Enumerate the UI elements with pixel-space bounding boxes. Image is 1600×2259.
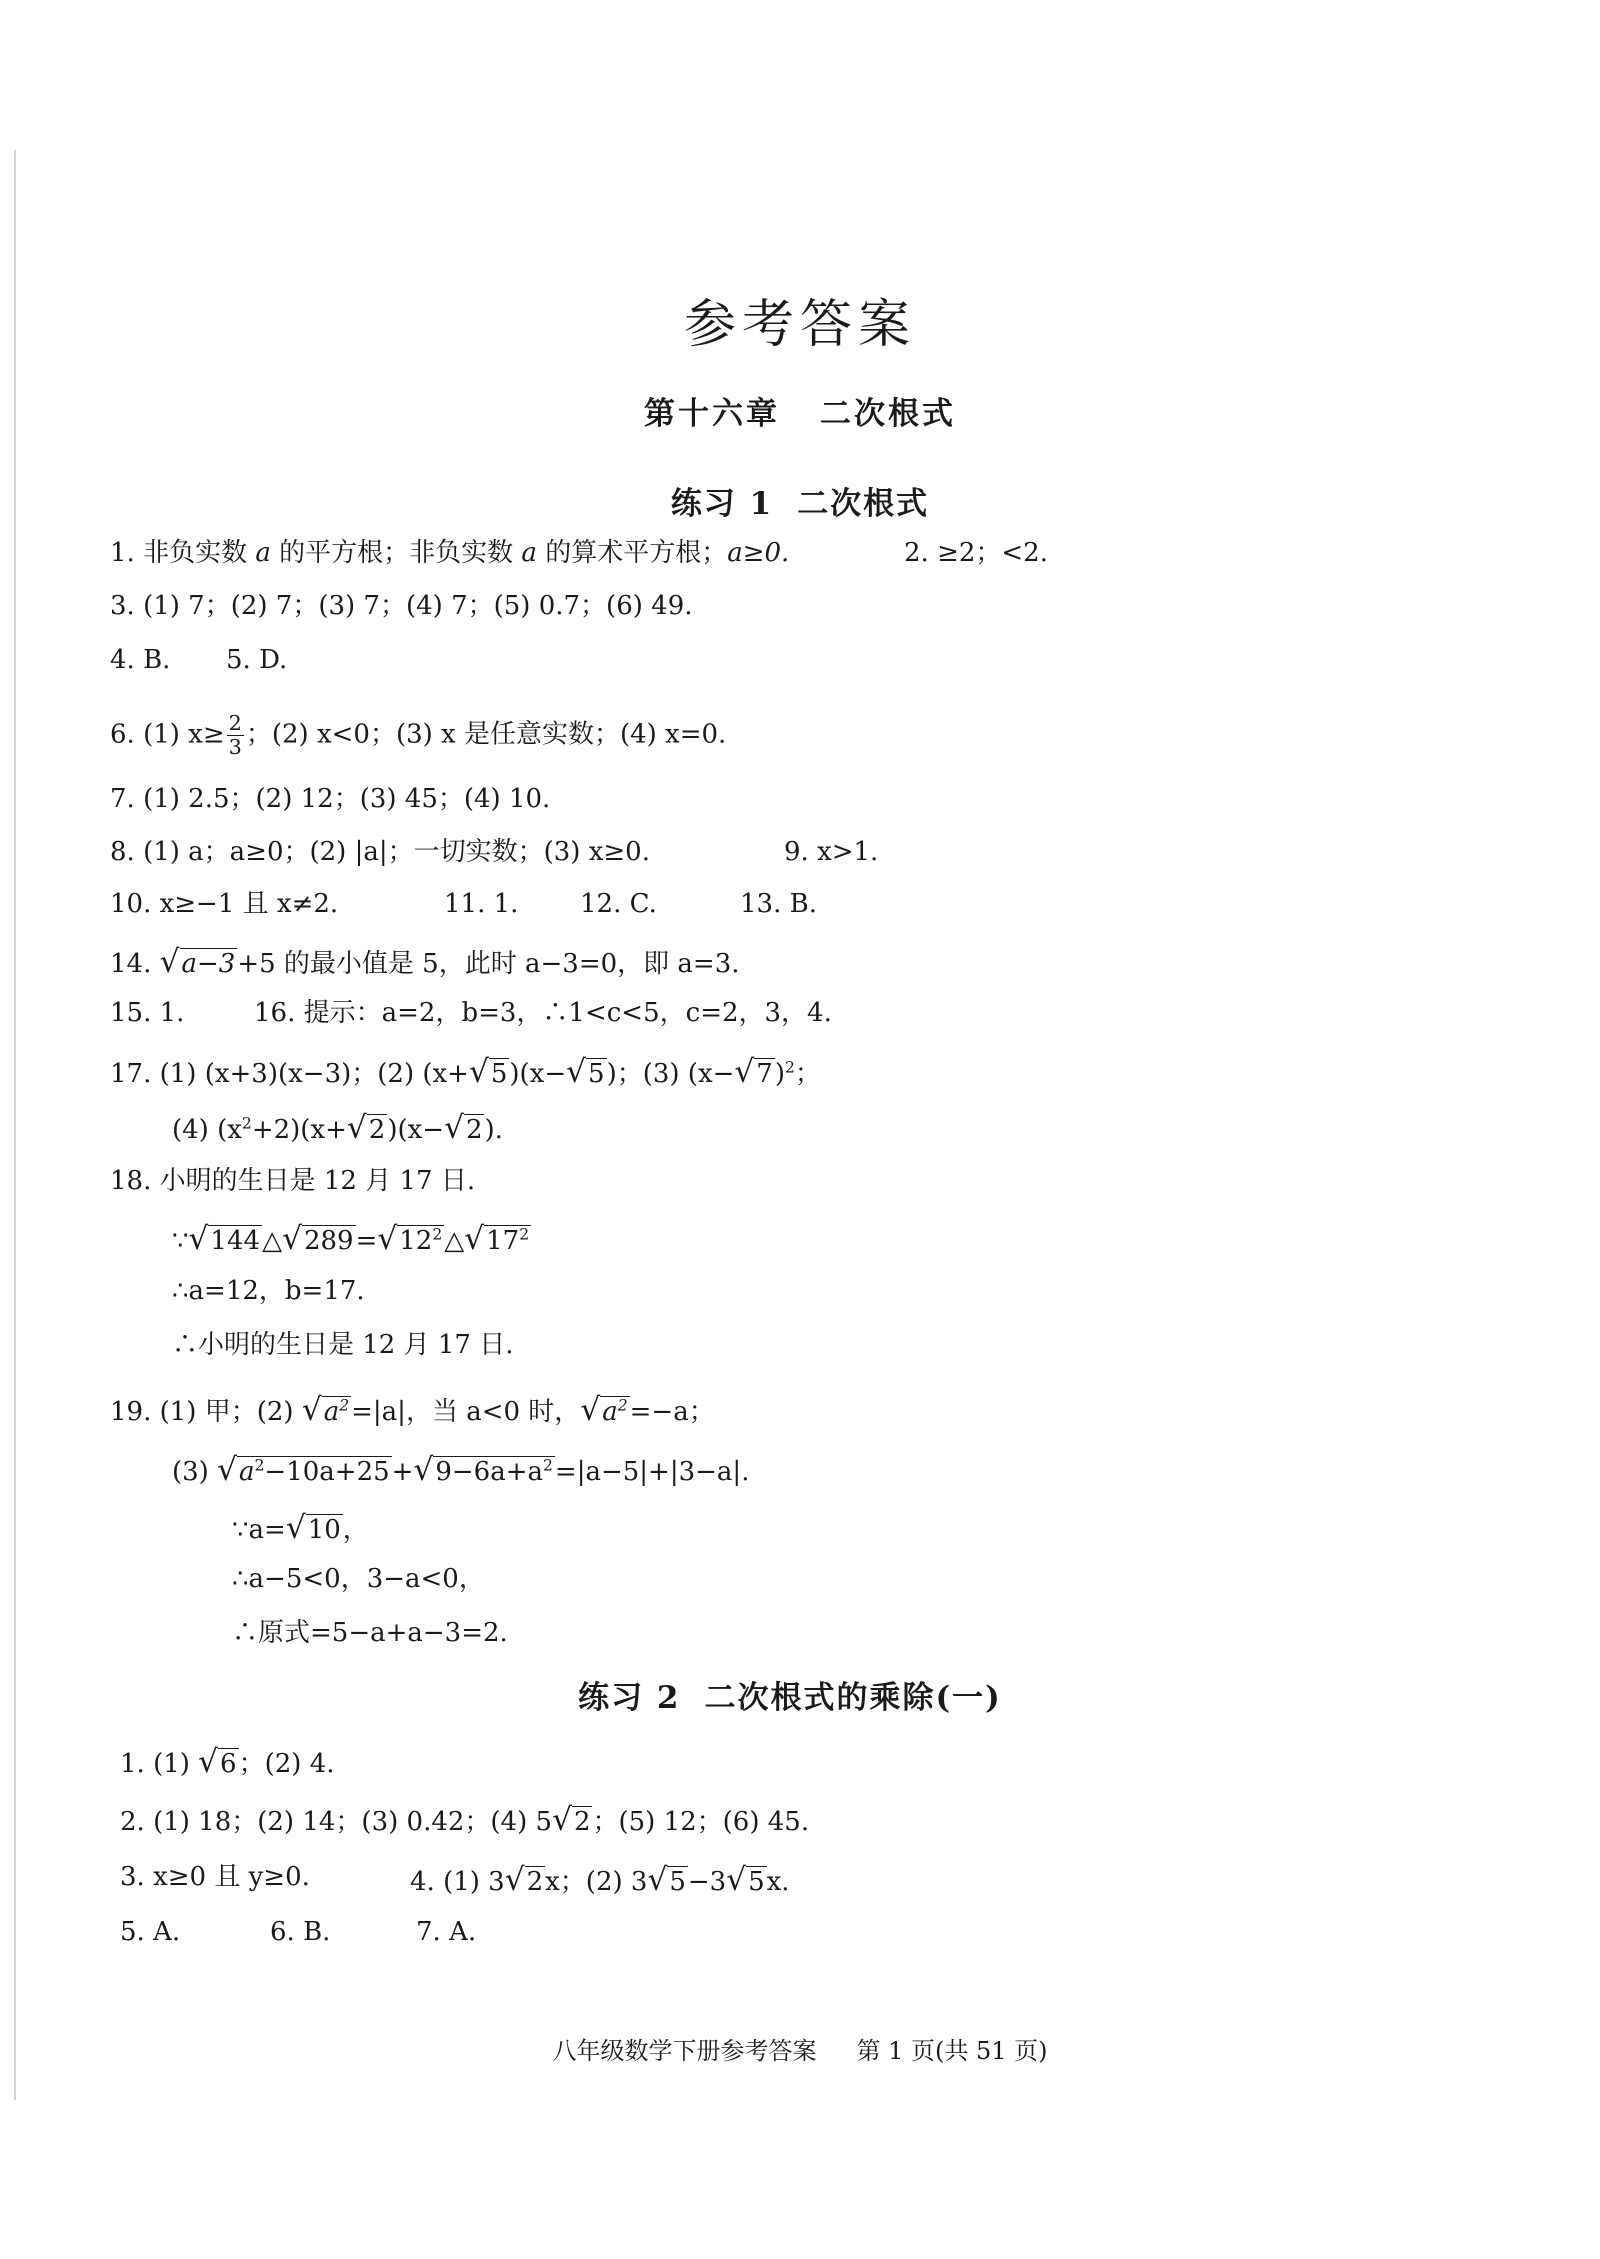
chapter-heading (0, 388, 1600, 433)
page-edge (14, 150, 16, 2100)
answer-1-5: 5. D. (226, 645, 288, 675)
answer-1-18: 18. 小明的生日是 12 月 17 日. (110, 1166, 476, 1196)
answer-1-15: 15. 1. (110, 998, 185, 1028)
answer-1-8: 8. (1) a；a≥0；(2) |a|；一切实数；(3) x≥0. (110, 837, 650, 867)
page-footer (0, 2031, 1600, 2066)
answer-2-6: 6. B. (270, 1917, 331, 1947)
answer-1-18-line3: ∴a=12，b=17. (172, 1276, 365, 1306)
answer-2-1: 1. (1) √6；(2) 4. (120, 1744, 335, 1780)
answer-2-5: 5. A. (120, 1917, 181, 1947)
answer-1-3: 3. (1) 7；(2) 7；(3) 7；(4) 7；(5) 0.7；(6) 49. (110, 591, 693, 621)
answer-1-6: 6. (1) x≥ $\frac{2}{3}$ ；(2) x<0；(3) x 是任意实数；(4) x=0. (110, 711, 727, 759)
chapter-number: 第十六章 (644, 396, 780, 432)
answer-2-7: 7. A. (416, 1917, 477, 1947)
footer-page-number: 第 1 页(共 51 页) (856, 2037, 1048, 2065)
answer-2-3: 3. x≥0 且 y≥0. (120, 1862, 310, 1892)
answer-1-19-line5: ∴原式=5−a+a−3=2. (232, 1618, 508, 1648)
footer-book-title: 八年级数学下册参考答案 (552, 2037, 817, 2065)
fraction: $\frac{2}{3}$ (228, 711, 242, 759)
answer-1-12: 12. C. (580, 889, 657, 919)
answer-2-4: 4. (1) 3√2x；(2) 3√5−3√5x. (410, 1862, 790, 1898)
answer-1-19: 19. (1) 甲；(2) $√a^2=|a|$，当 a<0 时，$√a^2=-a$； (110, 1392, 715, 1428)
answer-1-4: 4. B. (110, 645, 171, 675)
answer-1-17-line2: (4) $(x^2+2)(x+√2)(x-√2)$. (172, 1110, 503, 1146)
answer-1-16: 16. 提示：a=2，b=3，∴1<c<5，c=2，3，4. (254, 998, 832, 1028)
answer-1-2: 2. ≥2；<2. (904, 538, 1048, 568)
answer-1-17: 17. (1) (x+3)(x−3)；(2) (x+√5)(x−√5)；(3) $(x-√7)^2$； (110, 1054, 821, 1090)
answer-1-10: 10. x≥−1 且 x≠2. (110, 889, 339, 919)
section-number: 练习 1 (670, 486, 774, 522)
answer-2-2: 2. (1) 18；(2) 14；(3) 0.42；(4) 5√2；(5) 12；(6) 45. (120, 1802, 810, 1838)
answer-1-19-line3: ∵a=√10， (232, 1510, 369, 1546)
answer-1-7: 7. (1) 2.5；(2) 12；(3) 45；(4) 10. (110, 784, 551, 814)
section-name: 二次根式的乘除(一) (704, 1680, 1002, 1716)
section-number: 练习 2 (578, 1680, 681, 1716)
section-heading-1 (0, 478, 1600, 523)
answer-1-9: 9. x>1. (784, 837, 879, 867)
answer-1-19-line2: (3) $√a^2-10a+25+√9-6a+a^2=|a-5|+|3-a|$. (172, 1452, 750, 1488)
answer-1-13: 13. B. (740, 889, 817, 919)
answer-1-19-line4: ∴a−5<0，3−a<0， (232, 1564, 485, 1594)
section-name: 二次根式 (797, 486, 930, 522)
answer-1-11: 11. 1. (444, 889, 519, 919)
answer-1-14: 14. √a−3+5 的最小值是 5，此时 a−3=0，即 a=3. (110, 944, 740, 980)
answer-1-18-line4: ∴小明的生日是 12 月 17 日. (172, 1330, 514, 1360)
page-title: 参考答案 (683, 295, 916, 355)
answer-1-18-line2: $\because√144\triangle√289=√12^2\triangle√17^2$ (172, 1221, 530, 1257)
chapter-name: 二次根式 (820, 396, 956, 432)
section-heading-2 (0, 1672, 1590, 1717)
answer-1-1: 1. 非负实数 a 的平方根；非负实数 a 的算术平方根；a≥0. (110, 538, 790, 568)
